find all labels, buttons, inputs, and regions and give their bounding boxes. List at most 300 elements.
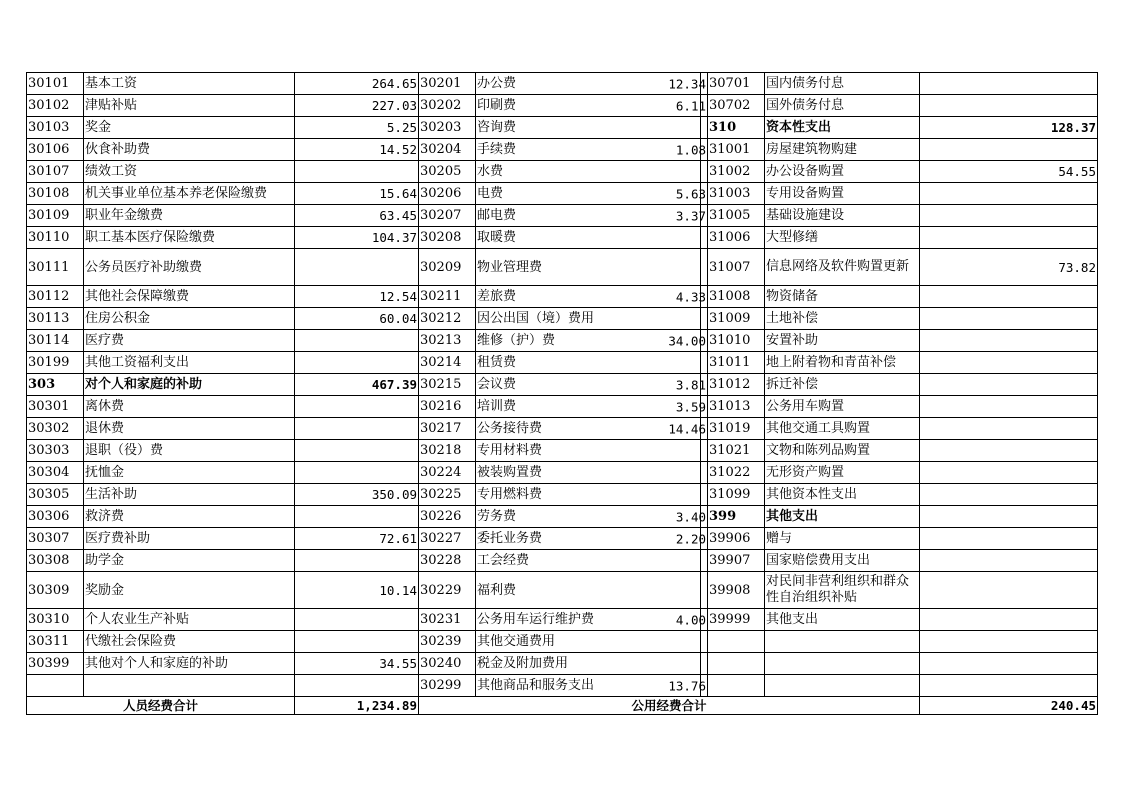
item-name: 大型修缮: [765, 227, 920, 249]
item-name: 代缴社会保险费: [84, 631, 295, 653]
column-divider: [700, 653, 701, 674]
item-name: 助学金: [84, 550, 295, 572]
code-cell: 30225: [419, 484, 476, 506]
table-row: [27, 631, 1098, 653]
code-cell: 30211: [419, 286, 476, 308]
item-name: 其他商品和服务支出: [477, 678, 595, 693]
amount-cell: [920, 95, 1098, 117]
public-total-value: 240.45: [920, 697, 1098, 715]
item-name: 个人农业生产补贴: [84, 609, 295, 631]
table-row: [27, 352, 1098, 374]
amount-cell: [920, 462, 1098, 484]
code-cell: 30224: [419, 462, 476, 484]
item-name: 抚恤金: [84, 462, 295, 484]
table-row: [27, 286, 1098, 308]
item-name: [765, 675, 920, 697]
item-name-amount: [476, 374, 708, 396]
item-name: [765, 631, 920, 653]
code-cell: 31003: [708, 183, 765, 205]
item-name: 因公出国（境）费用: [477, 311, 595, 326]
item-name-amount: [476, 286, 708, 308]
amount-cell: [295, 440, 419, 462]
amount-cell: [295, 330, 419, 352]
code-cell: 30110: [27, 227, 84, 249]
amount-cell: 467.39: [295, 374, 419, 396]
code-cell: 30204: [419, 139, 476, 161]
code-cell: 399: [708, 506, 765, 528]
item-name: 其他支出: [765, 506, 920, 528]
table-row: [27, 249, 1098, 286]
amount-cell: [920, 418, 1098, 440]
code-cell: 31007: [708, 249, 765, 286]
item-name: 机关事业单位基本养老保险缴费: [84, 183, 295, 205]
item-name-amount: [476, 308, 708, 330]
item-name: 奖金: [84, 117, 295, 139]
code-cell: 31006: [708, 227, 765, 249]
code-cell: 31099: [708, 484, 765, 506]
budget-table: [26, 72, 1098, 715]
code-cell: 30108: [27, 183, 84, 205]
amount-cell: 3.59: [675, 399, 706, 414]
amount-cell: 6.11: [675, 98, 706, 113]
code-cell: 30214: [419, 352, 476, 374]
table-row: [27, 374, 1098, 396]
amount-cell: 34.00: [668, 333, 706, 348]
item-name: 手续费: [477, 142, 517, 157]
amount-cell: [920, 330, 1098, 352]
code-cell: 31019: [708, 418, 765, 440]
column-divider: [700, 462, 701, 483]
item-name: 对民间非营利组织和群众性自治组织补贴: [765, 572, 920, 609]
column-divider: [700, 308, 701, 329]
item-name: 基础设施建设: [765, 205, 920, 227]
item-name-amount: [476, 609, 708, 631]
item-name: 福利费: [477, 582, 517, 598]
item-name: [84, 675, 295, 697]
amount-cell: [920, 572, 1098, 609]
item-name: 专用燃料费: [477, 487, 543, 502]
code-cell: 30303: [27, 440, 84, 462]
item-name-amount: [476, 418, 708, 440]
item-name-amount: [476, 653, 708, 675]
amount-cell: 14.46: [668, 421, 706, 436]
amount-cell: [920, 440, 1098, 462]
column-divider: [700, 227, 701, 248]
item-name-amount: [476, 330, 708, 352]
amount-cell: 4.00: [675, 612, 706, 627]
item-name: 委托业务费: [477, 531, 543, 546]
item-name: 退职（役）费: [84, 440, 295, 462]
code-cell: 31022: [708, 462, 765, 484]
code-cell: 30112: [27, 286, 84, 308]
item-name-amount: [476, 73, 708, 95]
code-cell: 31011: [708, 352, 765, 374]
item-name-amount: [476, 352, 708, 374]
code-cell: 30215: [419, 374, 476, 396]
amount-cell: [295, 249, 419, 286]
code-cell: 30203: [419, 117, 476, 139]
code-cell: 30103: [27, 117, 84, 139]
code-cell: 30216: [419, 396, 476, 418]
item-name-amount: [476, 227, 708, 249]
code-cell: 31012: [708, 374, 765, 396]
code-cell: 30226: [419, 506, 476, 528]
amount-cell: [295, 550, 419, 572]
amount-cell: 12.34: [668, 76, 706, 91]
amount-cell: [295, 396, 419, 418]
table-row: [27, 572, 1098, 609]
table-row: [27, 653, 1098, 675]
table-row: [27, 396, 1098, 418]
table-row: [27, 330, 1098, 352]
item-name-amount: [476, 675, 708, 697]
amount-cell: 73.82: [920, 249, 1098, 286]
table-row: [27, 550, 1098, 572]
item-name: 物业管理费: [477, 259, 543, 275]
code-cell: 30109: [27, 205, 84, 227]
item-name: 国外债务付息: [765, 95, 920, 117]
item-name-amount: [476, 550, 708, 572]
amount-cell: 63.45: [295, 205, 419, 227]
item-name: 培训费: [477, 399, 517, 414]
amount-cell: 34.55: [295, 653, 419, 675]
amount-cell: [920, 550, 1098, 572]
item-name-amount: [476, 205, 708, 227]
code-cell: [27, 675, 84, 697]
budget-table-body: [27, 73, 1098, 697]
item-name: 信息网络及软件购置更新: [765, 249, 920, 286]
item-name: 办公设备购置: [765, 161, 920, 183]
item-name: 办公费: [477, 76, 517, 91]
column-divider: [700, 249, 701, 285]
item-name: 租赁费: [477, 355, 517, 370]
item-name-amount: [476, 183, 708, 205]
code-cell: 31010: [708, 330, 765, 352]
item-name: 其他对个人和家庭的补助: [84, 653, 295, 675]
item-name: 地上附着物和青苗补偿: [765, 352, 920, 374]
item-name-amount: [476, 484, 708, 506]
code-cell: [708, 653, 765, 675]
amount-cell: 350.09: [295, 484, 419, 506]
code-cell: 30306: [27, 506, 84, 528]
code-cell: 30208: [419, 227, 476, 249]
code-cell: 30205: [419, 161, 476, 183]
item-name-amount: [476, 95, 708, 117]
item-name: 国内债务付息: [765, 73, 920, 95]
item-name: 公务用车运行维护费: [477, 612, 595, 627]
code-cell: 31001: [708, 139, 765, 161]
item-name: 劳务费: [477, 509, 517, 524]
personnel-total-value: 1,234.89: [295, 697, 419, 715]
amount-cell: [295, 161, 419, 183]
code-cell: 31013: [708, 396, 765, 418]
item-name-amount: [476, 440, 708, 462]
code-cell: 30206: [419, 183, 476, 205]
item-name: 专用设备购置: [765, 183, 920, 205]
code-cell: 31002: [708, 161, 765, 183]
code-cell: 30701: [708, 73, 765, 95]
amount-cell: 2.20: [675, 531, 706, 546]
amount-cell: 60.04: [295, 308, 419, 330]
amount-cell: [295, 352, 419, 374]
code-cell: 30111: [27, 249, 84, 286]
table-row: [27, 117, 1098, 139]
personnel-total-label: 人员经费合计: [27, 697, 295, 715]
code-cell: 30213: [419, 330, 476, 352]
code-cell: 30107: [27, 161, 84, 183]
item-name: 公务员医疗补助缴费: [84, 249, 295, 286]
table-row: [27, 139, 1098, 161]
amount-cell: 3.81: [675, 377, 706, 392]
code-cell: 39907: [708, 550, 765, 572]
item-name: 被装购置费: [477, 465, 543, 480]
code-cell: 30299: [419, 675, 476, 697]
item-name: 拆迁补偿: [765, 374, 920, 396]
code-cell: [708, 675, 765, 697]
code-cell: 30202: [419, 95, 476, 117]
amount-cell: [920, 227, 1098, 249]
amount-cell: [920, 205, 1098, 227]
code-cell: 30217: [419, 418, 476, 440]
amount-cell: 227.03: [295, 95, 419, 117]
item-name: 印刷费: [477, 98, 517, 113]
amount-cell: [920, 609, 1098, 631]
amount-cell: [920, 653, 1098, 675]
table-row: [27, 95, 1098, 117]
amount-cell: [920, 183, 1098, 205]
table-row: [27, 308, 1098, 330]
amount-cell: 3.37: [675, 208, 706, 223]
code-cell: 30207: [419, 205, 476, 227]
item-name: 基本工资: [84, 73, 295, 95]
item-name: 离休费: [84, 396, 295, 418]
column-divider: [700, 550, 701, 571]
public-total-label: 公用经费合计: [419, 697, 920, 715]
amount-cell: [920, 506, 1098, 528]
item-name: 安置补助: [765, 330, 920, 352]
code-cell: 303: [27, 374, 84, 396]
column-divider: [700, 484, 701, 505]
amount-cell: [920, 286, 1098, 308]
item-name: 专用材料费: [477, 443, 543, 458]
code-cell: 30309: [27, 572, 84, 609]
table-row: [27, 506, 1098, 528]
code-cell: 30702: [708, 95, 765, 117]
code-cell: 30106: [27, 139, 84, 161]
code-cell: 39999: [708, 609, 765, 631]
item-name-amount: [476, 396, 708, 418]
code-cell: 30218: [419, 440, 476, 462]
amount-cell: [295, 631, 419, 653]
item-name: 差旅费: [477, 289, 517, 304]
table-row: [27, 675, 1098, 697]
code-cell: 30311: [27, 631, 84, 653]
amount-cell: [920, 528, 1098, 550]
item-name: 医疗费: [84, 330, 295, 352]
item-name-amount: [476, 528, 708, 550]
amount-cell: 15.64: [295, 183, 419, 205]
item-name: 其他工资福利支出: [84, 352, 295, 374]
item-name: 土地补偿: [765, 308, 920, 330]
code-cell: 30231: [419, 609, 476, 631]
amount-cell: [295, 462, 419, 484]
amount-cell: 12.54: [295, 286, 419, 308]
item-name-amount: [476, 249, 708, 286]
item-name: 税金及附加费用: [477, 656, 569, 671]
item-name-amount: [476, 462, 708, 484]
item-name: 职工基本医疗保险缴费: [84, 227, 295, 249]
code-cell: 310: [708, 117, 765, 139]
amount-cell: [920, 396, 1098, 418]
table-row: [27, 418, 1098, 440]
item-name: 邮电费: [477, 208, 517, 223]
amount-cell: [295, 418, 419, 440]
code-cell: 30229: [419, 572, 476, 609]
code-cell: 31005: [708, 205, 765, 227]
amount-cell: 5.25: [295, 117, 419, 139]
code-cell: 30308: [27, 550, 84, 572]
amount-cell: 104.37: [295, 227, 419, 249]
item-name: 赠与: [765, 528, 920, 550]
code-cell: 30212: [419, 308, 476, 330]
amount-cell: 10.14: [295, 572, 419, 609]
item-name-amount: [476, 139, 708, 161]
amount-cell: [920, 374, 1098, 396]
column-divider: [700, 631, 701, 652]
table-row: [27, 227, 1098, 249]
code-cell: 30199: [27, 352, 84, 374]
code-cell: 30304: [27, 462, 84, 484]
amount-cell: 1.08: [675, 142, 706, 157]
item-name: 绩效工资: [84, 161, 295, 183]
item-name: 奖励金: [84, 572, 295, 609]
table-row: [27, 73, 1098, 95]
item-name: 其他社会保障缴费: [84, 286, 295, 308]
item-name: [765, 653, 920, 675]
code-cell: 30102: [27, 95, 84, 117]
code-cell: 30227: [419, 528, 476, 550]
table-row: [27, 528, 1098, 550]
amount-cell: 14.52: [295, 139, 419, 161]
item-name: 其他交通工具购置: [765, 418, 920, 440]
item-name: 其他资本性支出: [765, 484, 920, 506]
item-name: 取暖费: [477, 230, 517, 245]
code-cell: 30307: [27, 528, 84, 550]
amount-cell: [295, 675, 419, 697]
item-name: 救济费: [84, 506, 295, 528]
item-name: 物资储备: [765, 286, 920, 308]
item-name: 职业年金缴费: [84, 205, 295, 227]
amount-cell: 264.65: [295, 73, 419, 95]
code-cell: 39906: [708, 528, 765, 550]
column-divider: [700, 117, 701, 138]
code-cell: 31021: [708, 440, 765, 462]
code-cell: [708, 631, 765, 653]
item-name: 公务接待费: [477, 421, 543, 436]
item-name: 国家赔偿费用支出: [765, 550, 920, 572]
amount-cell: [920, 352, 1098, 374]
code-cell: 30228: [419, 550, 476, 572]
item-name: 退休费: [84, 418, 295, 440]
code-cell: 31008: [708, 286, 765, 308]
amount-cell: 128.37: [920, 117, 1098, 139]
item-name-amount: [476, 572, 708, 609]
item-name: 电费: [477, 186, 504, 201]
item-name-amount: [476, 161, 708, 183]
code-cell: 39908: [708, 572, 765, 609]
amount-cell: 3.40: [675, 509, 706, 524]
code-cell: 30113: [27, 308, 84, 330]
amount-cell: [920, 484, 1098, 506]
code-cell: 31009: [708, 308, 765, 330]
table-row: [27, 205, 1098, 227]
code-cell: 30201: [419, 73, 476, 95]
column-divider: [700, 352, 701, 373]
item-name: 维修（护）费: [477, 333, 556, 348]
item-name: 无形资产购置: [765, 462, 920, 484]
amount-cell: 13.76: [668, 678, 706, 693]
item-name: 工会经费: [477, 553, 530, 568]
amount-cell: 72.61: [295, 528, 419, 550]
item-name: 咨询费: [477, 120, 517, 135]
amount-cell: [295, 609, 419, 631]
code-cell: 30114: [27, 330, 84, 352]
table-row: [27, 161, 1098, 183]
code-cell: 30399: [27, 653, 84, 675]
item-name: 其他支出: [765, 609, 920, 631]
amount-cell: [920, 675, 1098, 697]
table-row: [27, 462, 1098, 484]
code-cell: 30101: [27, 73, 84, 95]
table-row: [27, 440, 1098, 462]
amount-cell: 5.63: [675, 186, 706, 201]
table-row: [27, 484, 1098, 506]
item-name: 会议费: [477, 377, 517, 392]
column-divider: [700, 440, 701, 461]
code-cell: 30302: [27, 418, 84, 440]
item-name: 文物和陈列品购置: [765, 440, 920, 462]
item-name: 津贴补贴: [84, 95, 295, 117]
column-divider: [700, 161, 701, 182]
amount-cell: [295, 506, 419, 528]
code-cell: 30209: [419, 249, 476, 286]
table-row: [27, 609, 1098, 631]
amount-cell: [920, 631, 1098, 653]
code-cell: 30310: [27, 609, 84, 631]
item-name: 公务用车购置: [765, 396, 920, 418]
code-cell: 30305: [27, 484, 84, 506]
code-cell: 30239: [419, 631, 476, 653]
column-divider: [700, 572, 701, 608]
item-name-amount: [476, 631, 708, 653]
amount-cell: 54.55: [920, 161, 1098, 183]
item-name-amount: [476, 117, 708, 139]
item-name: 水费: [477, 164, 504, 179]
code-cell: 30240: [419, 653, 476, 675]
item-name: 对个人和家庭的补助: [84, 374, 295, 396]
item-name: 住房公积金: [84, 308, 295, 330]
item-name-amount: [476, 506, 708, 528]
item-name: 生活补助: [84, 484, 295, 506]
amount-cell: [920, 73, 1098, 95]
totals-row: [27, 697, 1098, 715]
item-name: 资本性支出: [765, 117, 920, 139]
item-name: 医疗费补助: [84, 528, 295, 550]
amount-cell: 4.33: [675, 289, 706, 304]
item-name: 房屋建筑物购建: [765, 139, 920, 161]
item-name: 其他交通费用: [477, 634, 556, 649]
code-cell: 30301: [27, 396, 84, 418]
